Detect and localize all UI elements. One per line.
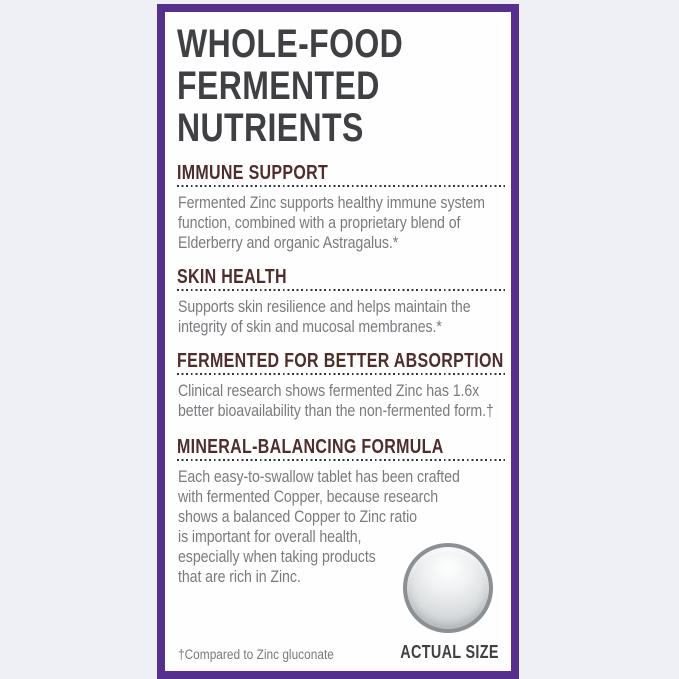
actual-size-caption	[388, 642, 508, 663]
section-fermented-absorption	[177, 350, 507, 420]
section-body	[178, 297, 518, 337]
section-heading: IMMUNE SUPPORT	[177, 162, 329, 184]
footnote-text: †Compared to Zinc gluconate	[178, 647, 334, 662]
body-line: shows a balanced Copper to Zinc ratio	[178, 508, 417, 526]
body-line: Elderberry and organic Astragalus.*	[178, 234, 399, 252]
body-line: better bioavailability than the non-fermented form.†	[178, 402, 494, 420]
title-line-2-text: FERMENTED	[177, 64, 380, 108]
body-line: is important for overall health,	[178, 528, 362, 546]
section-mineral-balancing	[177, 436, 507, 586]
section-heading: MINERAL-BALANCING FORMULA	[177, 436, 444, 458]
section-immune-support	[177, 162, 507, 252]
body-line: Supports skin resilience and helps maintain the	[178, 298, 471, 316]
tablet-actual-size-image	[403, 543, 493, 633]
footnote	[178, 646, 355, 664]
body-line: function, combined with a proprietary blend of	[178, 214, 461, 232]
body-line: that are rich in Zinc.	[178, 568, 301, 586]
product-title	[177, 23, 460, 149]
body-line: Clinical research shows fermented Zinc has 1.6x	[178, 382, 480, 400]
section-heading: SKIN HEALTH	[177, 266, 287, 288]
body-line: Fermented Zinc supports healthy immune system	[178, 194, 485, 212]
section-heading: FERMENTED FOR BETTER ABSORPTION	[177, 350, 504, 372]
dotted-divider	[177, 373, 505, 375]
body-line: Each easy-to-swallow tablet has been crafted	[178, 468, 460, 486]
body-line: integrity of skin and mucosal membranes.*	[178, 318, 442, 336]
section-skin-health	[177, 266, 507, 336]
dotted-divider	[177, 185, 505, 187]
title-line-3-text: NUTRIENTS	[177, 106, 364, 150]
actual-size-caption-text: ACTUAL SIZE	[400, 642, 499, 662]
title-line-1-text: WHOLE-FOOD	[177, 22, 404, 66]
body-line: especially when taking products	[178, 548, 376, 566]
section-body	[178, 381, 545, 421]
title-line-1	[177, 23, 460, 65]
body-line: with fermented Copper, because research	[178, 488, 439, 506]
section-body	[178, 193, 535, 253]
title-line-2	[177, 65, 460, 107]
dotted-divider	[177, 289, 505, 291]
title-line-3	[177, 107, 460, 149]
dotted-divider	[177, 459, 505, 461]
product-label-panel	[157, 4, 519, 679]
